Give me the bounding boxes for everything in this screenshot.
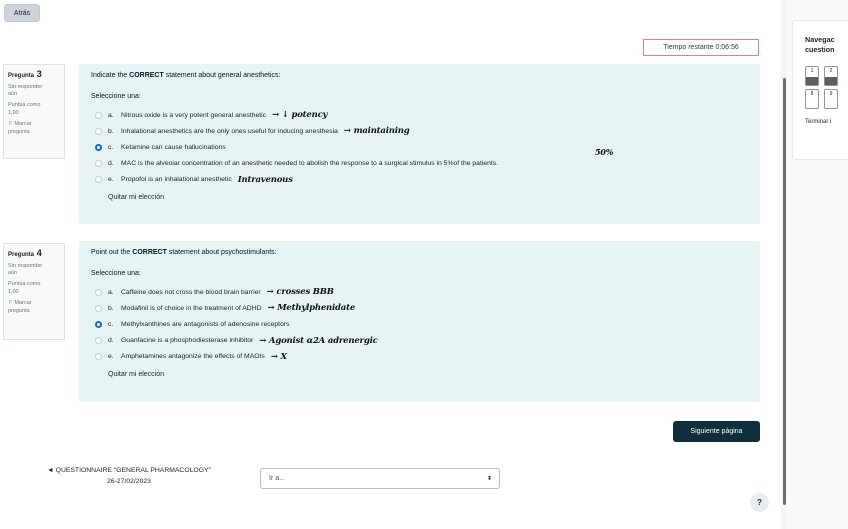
clear-choice-link[interactable]: Quitar mi elección xyxy=(108,370,165,378)
quiz-navigation-title: Navegac cuestion xyxy=(805,35,835,55)
jump-to-select[interactable]: Ir a... ⬍ xyxy=(260,468,500,489)
chevron-updown-icon: ⬍ xyxy=(486,476,492,482)
answer-option-b[interactable]: b. Modafinil is of choice in the treatment of ADHD → Methylphenidate xyxy=(91,300,748,316)
question-points-label: Puntúa como xyxy=(8,280,41,287)
handwritten-note: → crosses BBB xyxy=(266,287,334,298)
question-status: Sin responder xyxy=(8,262,43,269)
answer-option-d[interactable]: d. MAC is the alveolar concentration of an anesthetic needed to abolish the response to a surgical stimulus in 5 % of the patients. 50% xyxy=(91,156,748,172)
finish-attempt-link[interactable]: Terminar i xyxy=(805,118,832,125)
time-remaining: Tiempo restante 0:06:56 xyxy=(643,39,759,56)
nav-question-button[interactable]: 1 xyxy=(805,66,819,86)
handwritten-note: 50% xyxy=(595,146,614,157)
question-status-2: aún xyxy=(8,270,18,277)
question-status: Sin responder xyxy=(8,83,43,90)
flag-icon: ⚐ xyxy=(8,300,13,307)
flag-question-link[interactable]: ⚐ Marcar pregunta xyxy=(8,300,32,315)
nav-question-button[interactable]: 9 xyxy=(824,89,838,109)
back-button[interactable]: Atrás xyxy=(4,4,40,22)
radio-button-selected[interactable] xyxy=(95,321,102,328)
question-number: Pregunta 4 xyxy=(8,248,42,258)
radio-button-selected[interactable] xyxy=(95,144,102,151)
clear-choice-link[interactable]: Quitar mi elección xyxy=(108,193,165,201)
question-info-4 xyxy=(3,243,65,340)
handwritten-note: → Methylphenidate xyxy=(267,303,356,314)
handwritten-note: → ↓ potency xyxy=(272,110,328,121)
nav-question-button[interactable]: 8 xyxy=(805,89,819,109)
scrollbar-thumb[interactable] xyxy=(783,78,786,505)
question-text: Indicate the CORRECT statement about general anesthetics: xyxy=(91,72,281,79)
previous-activity-link[interactable]: ◄ QUESTIONNAIRE "GENERAL PHARMACOLOGY" 26-27/02/2023 xyxy=(47,467,211,485)
flag-question-link[interactable]: ⚐ Marcar pregunta xyxy=(8,121,32,136)
question-points-value: 1,00 xyxy=(8,109,19,116)
answer-option-e[interactable]: e. Amphetamines antagonize the effects of MAOIs → X xyxy=(91,349,748,365)
question-number: Pregunta 3 xyxy=(8,69,42,79)
radio-button[interactable] xyxy=(95,353,102,360)
radio-button[interactable] xyxy=(95,289,102,296)
question-box-4 xyxy=(79,241,760,402)
flag-icon: ⚐ xyxy=(8,121,13,128)
answer-option-c[interactable]: c. Methylxanthines are antagonists of adenosine receptors xyxy=(91,316,748,332)
handwritten-note: Intravenous xyxy=(237,174,293,185)
select-label: Seleccione una: xyxy=(91,93,141,100)
handwritten-note: → maintaining xyxy=(343,126,410,137)
quiz-navigation-block xyxy=(792,20,848,160)
question-points-label: Puntúa como xyxy=(8,101,41,108)
question-text: Point out the CORRECT statement about psychostimulants: xyxy=(91,249,277,256)
next-page-button[interactable]: Siguiente página xyxy=(673,421,760,442)
radio-button[interactable] xyxy=(95,176,102,183)
answer-option-a[interactable]: a. Caffeine does not cross the blood brain barrier → crosses BBB xyxy=(91,284,748,300)
radio-button[interactable] xyxy=(95,337,102,344)
help-button[interactable]: ? xyxy=(750,493,769,512)
radio-button[interactable] xyxy=(95,160,102,167)
radio-button[interactable] xyxy=(95,305,102,312)
radio-button[interactable] xyxy=(95,128,102,135)
question-box-3 xyxy=(79,64,760,224)
answer-option-a[interactable]: a. Nitrous oxide is a very potent general anesthetic → ↓ potency xyxy=(91,107,748,123)
radio-button[interactable] xyxy=(95,112,102,119)
question-status-2: aún xyxy=(8,91,18,98)
handwritten-note: → Agonist α2A adrenergic xyxy=(259,335,378,346)
answer-option-d[interactable]: d. Guanfacine is a phosphodiesterase inhibitor → Agonist α2A adrenergic xyxy=(91,333,748,349)
question-info-3 xyxy=(3,64,65,159)
handwritten-note: → X xyxy=(270,351,287,362)
nav-question-button[interactable]: 2 xyxy=(824,66,838,86)
question-nav-grid xyxy=(805,66,848,109)
answer-option-c[interactable]: c. Ketamine can cause hallucinations xyxy=(91,139,748,155)
answer-option-b[interactable]: b. Inhalational anesthetics are the only ones useful for inducing anesthesia → maintaining xyxy=(91,123,748,139)
question-points-value: 1,00 xyxy=(8,288,19,295)
select-label: Seleccione una: xyxy=(91,270,141,277)
answer-option-e[interactable]: e. Propofol is an inhalational anesthetic Intravenous xyxy=(91,172,748,188)
